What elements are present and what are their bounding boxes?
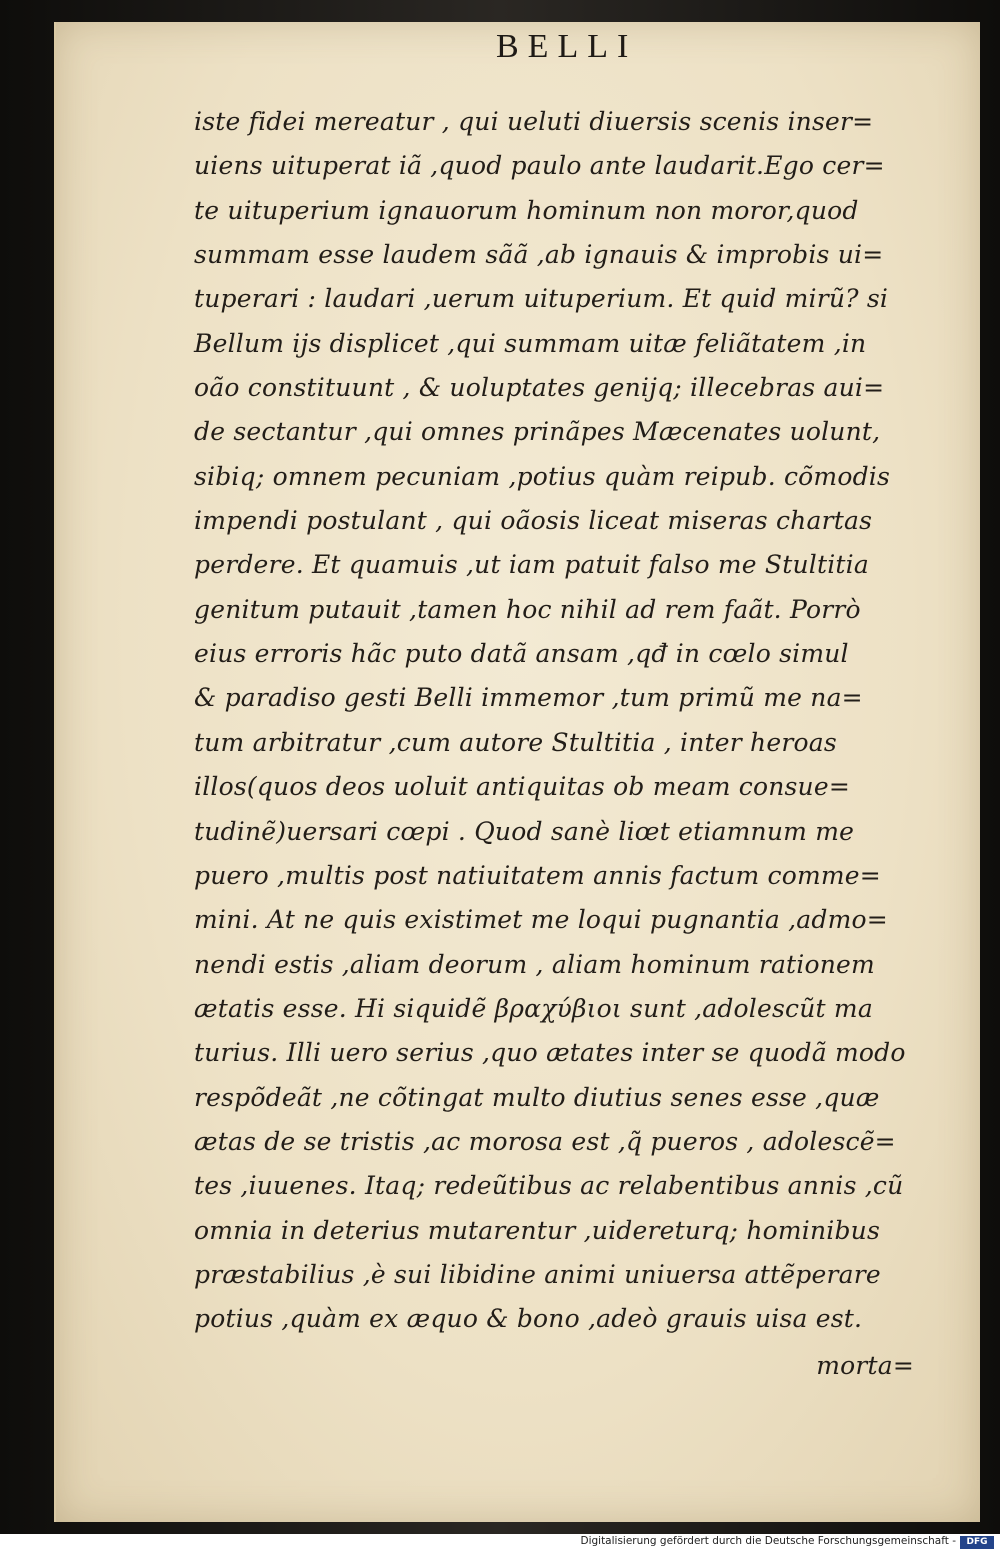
text-line: nendi estis ,aliam deorum , aliam hominum rationem	[194, 949, 875, 979]
dfg-logo: DFG	[960, 1536, 994, 1549]
text-line: de sectantur ,qui omnes prinãpes Mæcenates uolunt,	[194, 417, 881, 447]
text-line: genitum putauit ,tamen hoc nihil ad rem faãt. Porrò	[194, 594, 861, 624]
text-line: turius. Illi uero serius ,quo ætates inter se quodã modo	[194, 1038, 906, 1068]
text-line: & paradiso gesti Belli immemor ,tum primũ me na=	[194, 683, 863, 713]
text-line: oão constituunt , & uoluptates genijq; illecebras aui=	[194, 373, 885, 403]
text-line: ætatis esse. Hi siquidẽ βραχύβιοι sunt ,adolescũt ma	[194, 993, 873, 1023]
text-line: te uituperium ignauorum hominum non moror,quod	[194, 195, 859, 225]
text-line: eius erroris hãc puto datã ansam ,qđ in cœlo simul	[194, 639, 849, 669]
text-line: perdere. Et quamuis ,ut iam patuit falso me Stultitia	[194, 550, 869, 580]
text-line: uiens uituperat iã ,quod paulo ante laudarit.Ego cer=	[194, 151, 885, 181]
text-line: summam esse laudem sãã ,ab ignauis & improbis ui=	[194, 240, 884, 270]
text-line: tum arbitratur ,cum autore Stultitia , inter heroas	[194, 727, 837, 757]
text-line: tudinẽ)uersari cœpi . Quod sanè liœt etiamnum me	[194, 816, 855, 846]
text-line: puero ,multis post natiuitatem annis factum comme=	[194, 860, 881, 890]
catchword: morta=	[816, 1350, 914, 1380]
body-text	[194, 100, 984, 1388]
text-line: respõdeãt ,ne cõtingat multo diutius senes esse ,quæ	[194, 1082, 880, 1112]
text-line: sibiq; omnem pecuniam ,potius quàm reipub. cõmodis	[194, 461, 891, 491]
funding-credit: Digitalisierung gefördert durch die Deutsche Forschungsgemeinschaft -	[580, 1535, 956, 1547]
footer-bar	[0, 1534, 1000, 1552]
text-line: potius ,quàm ex æquo & bono ,adeò grauis uisa est.	[194, 1304, 863, 1334]
text-line: præstabilius ,è sui libidine animi uniuersa attẽperare	[194, 1259, 881, 1289]
text-line: ætas de se tristis ,ac morosa est ,q̃ pueros , adolescẽ=	[194, 1126, 896, 1156]
text-line: omnia in deterius mutarentur ,uidereturq; hominibus	[194, 1215, 881, 1245]
running-head: BELLI	[496, 28, 638, 65]
text-line: mini. At ne quis existimet me loqui pugnantia ,admo=	[194, 905, 888, 935]
text-line: iste fidei mereatur , qui ueluti diuersis scenis inser=	[194, 107, 874, 136]
text-line: tes ,iuuenes. Itaq; redeũtibus ac relabentibus annis ,cũ	[194, 1171, 904, 1201]
book-page	[54, 22, 980, 1522]
text-line: tuperari : laudari ,uerum uituperium. Et quid mirũ? si	[194, 284, 889, 314]
text-line: illos(quos deos uoluit antiquitas ob meam consue=	[194, 772, 850, 802]
text-line: impendi postulant , qui oãosis liceat miseras chartas	[194, 506, 873, 536]
text-line: Bellum ijs displicet ,qui summam uitæ feliãtatem ,in	[194, 328, 867, 358]
